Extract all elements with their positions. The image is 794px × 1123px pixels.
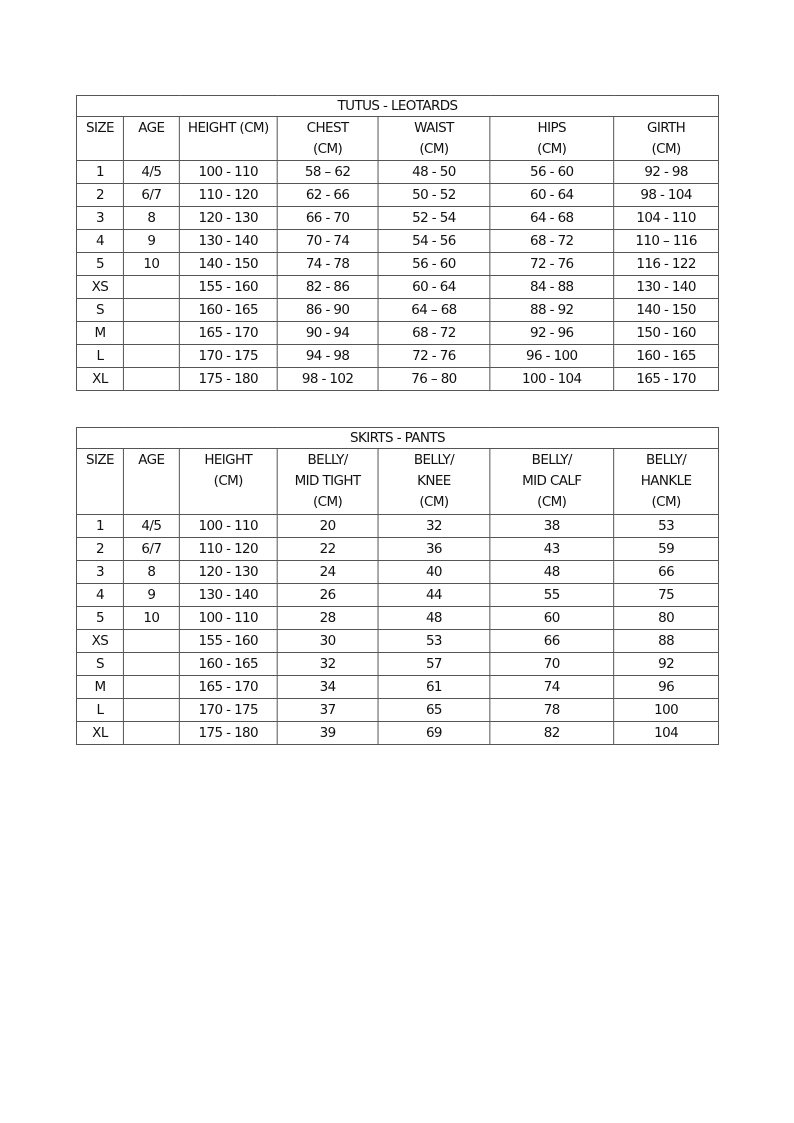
- table-cell: 32: [277, 653, 378, 676]
- table-cell: 84 - 88: [490, 276, 614, 299]
- table-row: [76, 253, 718, 276]
- table-row: [76, 161, 718, 184]
- table-cell: 52 - 54: [378, 207, 490, 230]
- table-cell: 28: [277, 607, 378, 630]
- table-cell: 74: [490, 676, 614, 699]
- table-row: [76, 345, 718, 368]
- table-cell: 94 - 98: [277, 345, 378, 368]
- table-cell: 8: [123, 207, 179, 230]
- table-cell: 65: [378, 699, 490, 722]
- column-header-height: HEIGHT (CM): [179, 117, 277, 161]
- table-cell: 50 - 52: [378, 184, 490, 207]
- table-cell: 130 - 140: [614, 276, 719, 299]
- table-cell: 64 – 68: [378, 299, 490, 322]
- table-cell: 5: [76, 607, 123, 630]
- table-cell: 38: [490, 515, 614, 538]
- table-cell: 1: [76, 161, 123, 184]
- table-row: [76, 584, 718, 607]
- table-cell: 175 - 180: [179, 368, 277, 391]
- column-header-girth: GIRTH (CM): [614, 117, 719, 161]
- table-cell: 54 - 56: [378, 230, 490, 253]
- column-header-belly-mid-calf: BELLY/ MID CALF (CM): [490, 449, 614, 515]
- table-row: [76, 699, 718, 722]
- table-cell: 60 - 64: [378, 276, 490, 299]
- table-row: [76, 322, 718, 345]
- table-cell: 3: [76, 207, 123, 230]
- table-cell: 75: [614, 584, 719, 607]
- table-cell: 66: [490, 630, 614, 653]
- column-header-age: AGE: [123, 117, 179, 161]
- table-cell: 32: [378, 515, 490, 538]
- table-row: [76, 722, 718, 745]
- table-row: [76, 368, 718, 391]
- column-header-hips: HIPS (CM): [490, 117, 614, 161]
- column-header-belly-hankle: BELLY/ HANKLE (CM): [614, 449, 719, 515]
- table-cell: 57: [378, 653, 490, 676]
- tutus-leotards-size-table: [76, 95, 719, 391]
- table-row: [76, 607, 718, 630]
- table-cell: [123, 368, 179, 391]
- table-cell: 44: [378, 584, 490, 607]
- table-cell: 60: [490, 607, 614, 630]
- column-header-size: SIZE: [76, 449, 123, 515]
- table-cell: 22: [277, 538, 378, 561]
- table-row: [76, 630, 718, 653]
- table-row: [76, 184, 718, 207]
- header-row: [76, 449, 718, 515]
- table-row: [76, 299, 718, 322]
- table-cell: 30: [277, 630, 378, 653]
- table-cell: 48: [378, 607, 490, 630]
- table-cell: 120 - 130: [179, 207, 277, 230]
- table-cell: 170 - 175: [179, 699, 277, 722]
- table-cell: 6/7: [123, 538, 179, 561]
- table-cell: 69: [378, 722, 490, 745]
- table-cell: 165 - 170: [614, 368, 719, 391]
- table-cell: 150 - 160: [614, 322, 719, 345]
- table-cell: 82: [490, 722, 614, 745]
- table-cell: 36: [378, 538, 490, 561]
- table-cell: 8: [123, 561, 179, 584]
- column-header-waist: WAIST (CM): [378, 117, 490, 161]
- table-cell: 110 - 120: [179, 538, 277, 561]
- table-cell: M: [76, 322, 123, 345]
- table-cell: 104: [614, 722, 719, 745]
- table-cell: 66: [614, 561, 719, 584]
- table-cell: 76 – 80: [378, 368, 490, 391]
- table-cell: 90 - 94: [277, 322, 378, 345]
- table-row: [76, 515, 718, 538]
- table-cell: 140 - 150: [179, 253, 277, 276]
- table-cell: 4: [76, 230, 123, 253]
- table-title: TUTUS - LEOTARDS: [76, 96, 718, 117]
- table-cell: 155 - 160: [179, 630, 277, 653]
- table-cell: [123, 299, 179, 322]
- table-cell: 64 - 68: [490, 207, 614, 230]
- table-cell: 98 - 104: [614, 184, 719, 207]
- column-header-height: HEIGHT (CM): [179, 449, 277, 515]
- table-cell: 48 - 50: [378, 161, 490, 184]
- table-cell: 175 - 180: [179, 722, 277, 745]
- table-cell: 56 - 60: [378, 253, 490, 276]
- table-cell: 78: [490, 699, 614, 722]
- table-cell: 24: [277, 561, 378, 584]
- table-row: [76, 538, 718, 561]
- table-cell: 20: [277, 515, 378, 538]
- table-cell: 82 - 86: [277, 276, 378, 299]
- table-cell: 9: [123, 584, 179, 607]
- table-cell: 100 - 110: [179, 515, 277, 538]
- table-cell: 130 - 140: [179, 584, 277, 607]
- table-cell: 170 - 175: [179, 345, 277, 368]
- column-header-size: SIZE: [76, 117, 123, 161]
- table-cell: 56 - 60: [490, 161, 614, 184]
- table-cell: 130 - 140: [179, 230, 277, 253]
- table-cell: XS: [76, 276, 123, 299]
- table-cell: XL: [76, 368, 123, 391]
- table-cell: 160 - 165: [614, 345, 719, 368]
- table-cell: 104 - 110: [614, 207, 719, 230]
- table-cell: 9: [123, 230, 179, 253]
- table-cell: L: [76, 345, 123, 368]
- table-cell: 116 - 122: [614, 253, 719, 276]
- table-cell: 72 - 76: [490, 253, 614, 276]
- table-cell: 96: [614, 676, 719, 699]
- table-cell: 70 - 74: [277, 230, 378, 253]
- table-cell: 100 - 110: [179, 161, 277, 184]
- table-cell: 43: [490, 538, 614, 561]
- column-header-age: AGE: [123, 449, 179, 515]
- table-cell: 4/5: [123, 161, 179, 184]
- table-cell: XS: [76, 630, 123, 653]
- table-cell: 68 - 72: [378, 322, 490, 345]
- table-cell: 88: [614, 630, 719, 653]
- table-cell: 2: [76, 538, 123, 561]
- table-cell: 160 - 165: [179, 653, 277, 676]
- table-cell: 5: [76, 253, 123, 276]
- table-row: [76, 207, 718, 230]
- table-cell: 88 - 92: [490, 299, 614, 322]
- table-cell: 100 - 110: [179, 607, 277, 630]
- table-cell: 40: [378, 561, 490, 584]
- table-cell: 74 - 78: [277, 253, 378, 276]
- table-cell: 58 – 62: [277, 161, 378, 184]
- skirts-pants-size-table: [76, 427, 719, 745]
- table-cell: 160 - 165: [179, 299, 277, 322]
- table-row: [76, 561, 718, 584]
- table-cell: 62 - 66: [277, 184, 378, 207]
- table-cell: 37: [277, 699, 378, 722]
- table-row: [76, 230, 718, 253]
- table-cell: 165 - 170: [179, 676, 277, 699]
- table-cell: 4/5: [123, 515, 179, 538]
- table-cell: 10: [123, 607, 179, 630]
- table-cell: 53: [378, 630, 490, 653]
- table-cell: 4: [76, 584, 123, 607]
- table-cell: M: [76, 676, 123, 699]
- table-cell: 3: [76, 561, 123, 584]
- table-cell: 10: [123, 253, 179, 276]
- table-cell: 34: [277, 676, 378, 699]
- table-row: [76, 276, 718, 299]
- table-cell: S: [76, 299, 123, 322]
- column-header-belly-mid-tight: BELLY/ MID TIGHT (CM): [277, 449, 378, 515]
- table-cell: 66 - 70: [277, 207, 378, 230]
- table-cell: 26: [277, 584, 378, 607]
- table-cell: 100: [614, 699, 719, 722]
- table-cell: 98 - 102: [277, 368, 378, 391]
- column-header-belly-knee: BELLY/ KNEE (CM): [378, 449, 490, 515]
- table-cell: 53: [614, 515, 719, 538]
- table-cell: 48: [490, 561, 614, 584]
- table-cell: [123, 676, 179, 699]
- table-cell: 80: [614, 607, 719, 630]
- table-cell: 92: [614, 653, 719, 676]
- table-cell: [123, 722, 179, 745]
- table-cell: 92 - 96: [490, 322, 614, 345]
- table-cell: 110 – 116: [614, 230, 719, 253]
- table-cell: 140 - 150: [614, 299, 719, 322]
- table-cell: 72 - 76: [378, 345, 490, 368]
- column-header-chest: CHEST (CM): [277, 117, 378, 161]
- table-cell: [123, 345, 179, 368]
- table-cell: [123, 322, 179, 345]
- table-title: SKIRTS - PANTS: [76, 428, 718, 449]
- table-cell: 1: [76, 515, 123, 538]
- table-cell: 96 - 100: [490, 345, 614, 368]
- table-row: [76, 676, 718, 699]
- table-row: [76, 653, 718, 676]
- header-row: [76, 117, 718, 161]
- table-cell: [123, 630, 179, 653]
- table-cell: 60 - 64: [490, 184, 614, 207]
- table-cell: 6/7: [123, 184, 179, 207]
- table-cell: 86 - 90: [277, 299, 378, 322]
- table-cell: 39: [277, 722, 378, 745]
- table-cell: 61: [378, 676, 490, 699]
- table-cell: 2: [76, 184, 123, 207]
- table-cell: 68 - 72: [490, 230, 614, 253]
- table-cell: [123, 276, 179, 299]
- table-cell: 165 - 170: [179, 322, 277, 345]
- table-cell: L: [76, 699, 123, 722]
- table-cell: [123, 653, 179, 676]
- table-cell: 155 - 160: [179, 276, 277, 299]
- table-cell: XL: [76, 722, 123, 745]
- table-cell: 120 - 130: [179, 561, 277, 584]
- table-cell: S: [76, 653, 123, 676]
- table-cell: 92 - 98: [614, 161, 719, 184]
- table-cell: 110 - 120: [179, 184, 277, 207]
- table-cell: 55: [490, 584, 614, 607]
- table-cell: 59: [614, 538, 719, 561]
- table-cell: 70: [490, 653, 614, 676]
- table-cell: 100 - 104: [490, 368, 614, 391]
- table-cell: [123, 699, 179, 722]
